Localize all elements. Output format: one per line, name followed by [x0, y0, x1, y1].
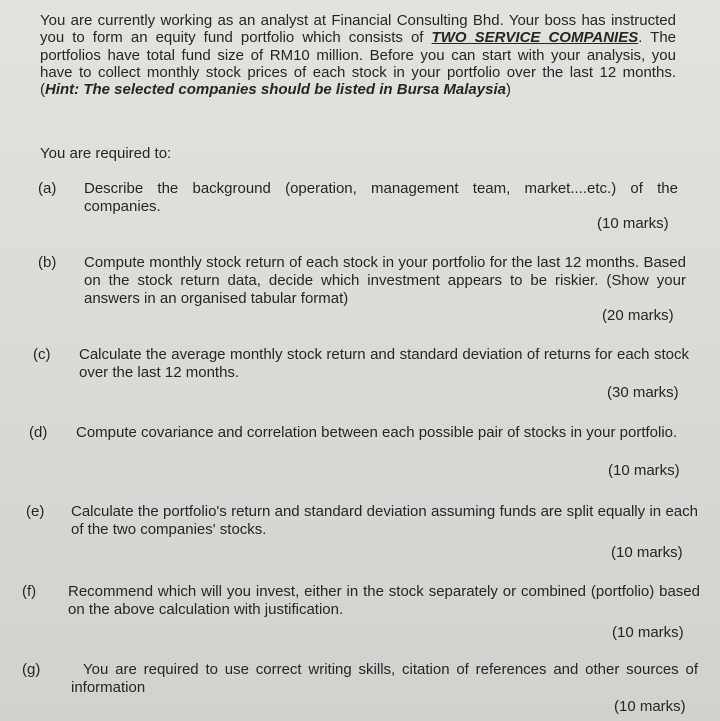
question-text: Compute monthly stock return of each stock in your portfolio for the last 12 months. Based on the stock return data, decide which investment appears to be riskier. (Show your answers in an organised tabular format)	[84, 254, 686, 307]
intro-hint: Hint: The selected companies should be listed in Bursa Malaysia	[45, 81, 506, 99]
question-text: Calculate the average monthly stock return and standard deviation of returns for each stock over the last 12 months.	[79, 346, 689, 381]
question-text: Compute covariance and correlation between each possible pair of stocks in your portfolio.	[76, 424, 678, 441]
marks-d: (10 marks)	[608, 462, 680, 479]
marks-c: (30 marks)	[607, 384, 679, 401]
question-label: (d)	[29, 424, 48, 441]
intro-text-1: You are currently working as an analyst at Financial Consulting Bhd. Your boss has instructed you to form an equity fund portfolio which consists of	[40, 12, 676, 47]
question-text: Recommend which will you invest, either in the stock separately or combined (portfolio) based on the above calculation with justification.	[68, 583, 700, 618]
question-label: (a)	[38, 180, 57, 197]
marks-g: (10 marks)	[614, 698, 686, 715]
question-text: Describe the background (operation, management team, market....etc.) of the companies.	[84, 180, 678, 215]
required-heading: You are required to:	[40, 145, 172, 162]
question-label: (b)	[38, 254, 57, 271]
intro-paragraph	[40, 12, 676, 98]
intro-text-3: )	[505, 81, 511, 99]
marks-e: (10 marks)	[611, 544, 683, 561]
marks-b: (20 marks)	[602, 307, 674, 324]
question-label: (g)	[22, 661, 41, 678]
question-label: (c)	[33, 346, 51, 363]
question-label: (e)	[26, 503, 45, 520]
question-label: (f)	[22, 583, 37, 600]
marks-f: (10 marks)	[612, 624, 684, 641]
question-text: You are required to use correct writing skills, citation of references and other sources of information	[71, 661, 698, 696]
question-text: Calculate the portfolio's return and standard deviation assuming funds are split equally in each of the two companies' stocks.	[71, 503, 698, 538]
marks-a: (10 marks)	[597, 215, 669, 232]
intro-emphasis: TWO SERVICE COMPANIES	[431, 29, 639, 47]
intro-text-2: . The portfolios have total fund size of RM10 million. Before you can start with your analysis, you have to collect monthly stock prices of each stock in your portfolio over the last 12 months. (	[40, 29, 676, 99]
